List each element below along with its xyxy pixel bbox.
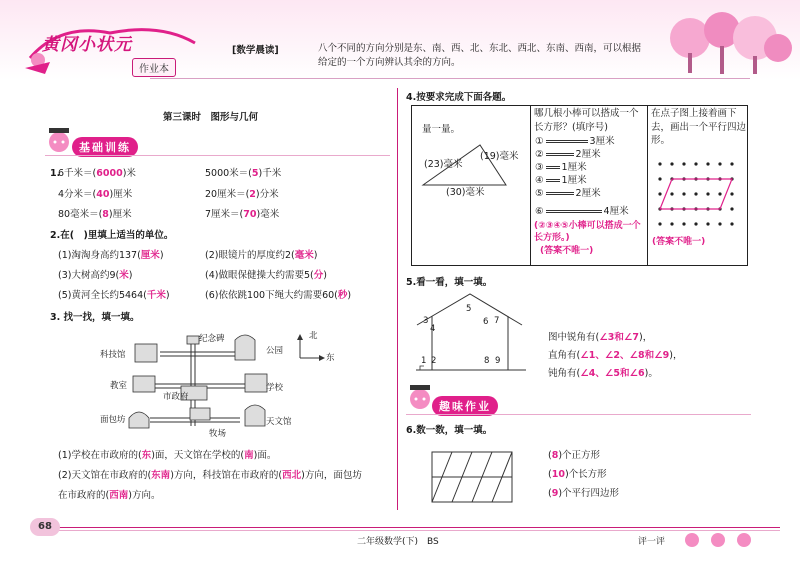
- q2-item-5: (5)黄河全长约5464(千米): [58, 290, 170, 301]
- q4-cell3-text: 在点子图上接着画下去，画出一个平行四边形。: [651, 108, 747, 146]
- q4-cell2-intro: 哪几根小棒可以搭成一个长方形？(填序号): [534, 108, 639, 133]
- stick-1: ① 3厘米: [535, 136, 615, 147]
- angle-label-3: 3: [423, 316, 429, 326]
- map-label-farm: 牧场: [209, 429, 227, 439]
- map-label-science: 科技馆: [100, 350, 126, 360]
- reading-text: 八个不同的方向分别是东、南、西、北、东北、西北、东南、西南，可以根据给定的一个方向辨认其余的方向。: [318, 43, 642, 68]
- q6-line-1: (8)个正方形: [548, 450, 601, 461]
- grid-dot: [682, 192, 685, 195]
- map-label-bakery: 面包坊: [100, 415, 126, 425]
- grid-dot: [730, 222, 733, 225]
- q2-item-6: (6)依依跳100下绳大约需要60(秒): [205, 290, 352, 301]
- angle-label-8: 8: [484, 356, 490, 366]
- q5-right-line: 直角有(∠1、∠2、∠8和∠9)，: [548, 350, 683, 361]
- q3-line-3: 在市政府的(西南)方向。: [58, 490, 161, 501]
- grid-dot: [706, 162, 709, 165]
- grid-dot: [694, 162, 697, 165]
- q4-col-divider-2: [647, 105, 648, 266]
- grid-dot: [670, 222, 673, 225]
- q2-item-3: (3)大树高约9(米): [58, 270, 133, 281]
- compass-east-label: 东: [326, 353, 335, 363]
- grid-dot: [694, 192, 697, 195]
- dot-grid-diagram: [652, 158, 746, 238]
- q1-item-2: 5000米＝(5)千米: [205, 168, 282, 179]
- q4-col-divider-1: [530, 105, 531, 266]
- grid-dot: [670, 192, 673, 195]
- q4-cell3-note: (答案不唯一): [652, 237, 706, 247]
- stick-5: ⑤ 2厘米: [535, 188, 601, 199]
- q4-cell2-answer: (②③④⑤小棒可以搭成一个长方形。): [534, 221, 641, 243]
- map-label-memorial: 纪念碑: [199, 334, 225, 344]
- grid-dot: [718, 192, 721, 195]
- q2-item-4: (4)做眼保健操大约需要5(分): [205, 270, 327, 281]
- section-basic-training: 基础训练: [72, 137, 138, 157]
- grid-dot: [718, 162, 721, 165]
- fun-underline: [406, 414, 751, 415]
- grid-dot: [682, 222, 685, 225]
- q4-cell1-text: 量一量。: [422, 124, 461, 135]
- map-label-school: 学校: [266, 383, 284, 393]
- triangle-bottom-side: (30)毫米: [446, 187, 485, 198]
- stick-6: ⑥ 4厘米: [535, 206, 629, 217]
- map-label-classroom: 教室: [110, 381, 128, 391]
- q6-title: 6.数一数，填一填。: [406, 425, 493, 436]
- angle-label-4: 4: [430, 324, 436, 334]
- q2-title: 2.在( )里填上适当的单位。: [50, 230, 174, 241]
- angle-label-7: 7: [494, 316, 500, 326]
- q5-title: 5.看一看，填一填。: [406, 277, 493, 288]
- science-museum-icon: [135, 344, 157, 362]
- stick-3: ③ 1厘米: [535, 162, 587, 173]
- compass-north-label: 北: [309, 331, 318, 341]
- angle-label-1: 1: [421, 356, 427, 366]
- grid-dot: [682, 162, 685, 165]
- map-label-city-hall: 市政府: [163, 392, 189, 402]
- column-divider: [397, 88, 398, 510]
- grid-dot: [730, 162, 733, 165]
- q5-acute-line: 图中锐角有(∠3和∠7)，: [548, 332, 653, 343]
- q3-line-2: (2)天文馆在市政府的(东南)方向，科技馆在市政府的(西北)方向，面包坊: [58, 470, 362, 481]
- q2-item-1: (1)淘淘身高约137(厘米): [58, 250, 164, 261]
- q1-item-6: 7厘米＝(70)毫米: [205, 209, 280, 220]
- page-number: 68: [30, 518, 60, 536]
- angle-label-2: 2: [431, 356, 437, 366]
- grid-dot: [658, 162, 661, 165]
- grid-dot: [718, 222, 721, 225]
- triangle-right-side: (19)毫米: [480, 151, 519, 162]
- grid-dot: [706, 222, 709, 225]
- parallelogram-count-diagram: [430, 450, 516, 506]
- q6-line-3: (9)个平行四边形: [548, 488, 620, 499]
- section-fun-homework: 趣味作业: [432, 396, 498, 416]
- brand-title: 黄冈小状元: [42, 35, 132, 55]
- q1-item-4: 20厘米＝(2)分米: [205, 189, 279, 200]
- triangle-left-side: (23)毫米: [424, 159, 463, 170]
- q1-item-1: 6千米＝(6000)米: [58, 168, 136, 179]
- mascot-fun-icon: [406, 383, 434, 413]
- city-map-diagram: [95, 330, 355, 438]
- footer-line: [40, 527, 780, 528]
- map-label-park: 公园: [266, 346, 284, 356]
- trees-decoration-icon: [660, 8, 795, 78]
- q4-title: 4.按要求完成下面各题。: [406, 92, 512, 103]
- lesson-title: 第三课时 图形与几何: [163, 112, 259, 123]
- student-mascot-icon: [45, 126, 73, 156]
- angle-label-5: 5: [466, 304, 472, 314]
- grid-dot: [706, 192, 709, 195]
- q2-item-2: (2)眼镜片的厚度约2(毫米): [205, 250, 318, 261]
- q6-line-2: (10)个长方形: [548, 469, 607, 480]
- footer-line-light: [40, 530, 780, 531]
- brand-subtitle: 作业本: [132, 58, 176, 77]
- book-label: 二年级数学(下) BS: [357, 537, 439, 547]
- stick-4: ④ 1厘米: [535, 175, 587, 186]
- angle-label-9: 9: [495, 356, 501, 366]
- grid-dot: [670, 162, 673, 165]
- section-underline: [45, 155, 390, 156]
- grid-dot: [694, 222, 697, 225]
- grid-dot: [658, 177, 661, 180]
- stick-2: ② 2厘米: [535, 149, 601, 160]
- grid-dot: [730, 192, 733, 195]
- q1-item-5: 80毫米＝(8)厘米: [58, 209, 132, 220]
- angle-label-6: 6: [483, 317, 489, 327]
- q1-item-3: 4分米＝(40)厘米: [58, 189, 133, 200]
- rate-label: 评一评: [638, 537, 666, 547]
- rating-faces-icon: [680, 531, 760, 549]
- q4-cell2-note: (答案不唯一): [540, 246, 594, 256]
- q5-obtuse-line: 钝角有(∠4、∠5和∠6)。: [548, 368, 658, 379]
- q3-line-1: (1)学校在市政府的(东)面，天文馆在学校的(南)面。: [58, 450, 277, 461]
- q1-number: 1.: [50, 168, 61, 179]
- reading-label: [数学晨读]: [232, 45, 279, 56]
- grid-dot: [658, 192, 661, 195]
- header-divider: [150, 78, 750, 79]
- q3-title: 3. 找一找，填一填。: [50, 312, 140, 323]
- map-label-observatory: 天文馆: [266, 417, 292, 427]
- grid-dot: [730, 207, 733, 210]
- grid-dot: [658, 222, 661, 225]
